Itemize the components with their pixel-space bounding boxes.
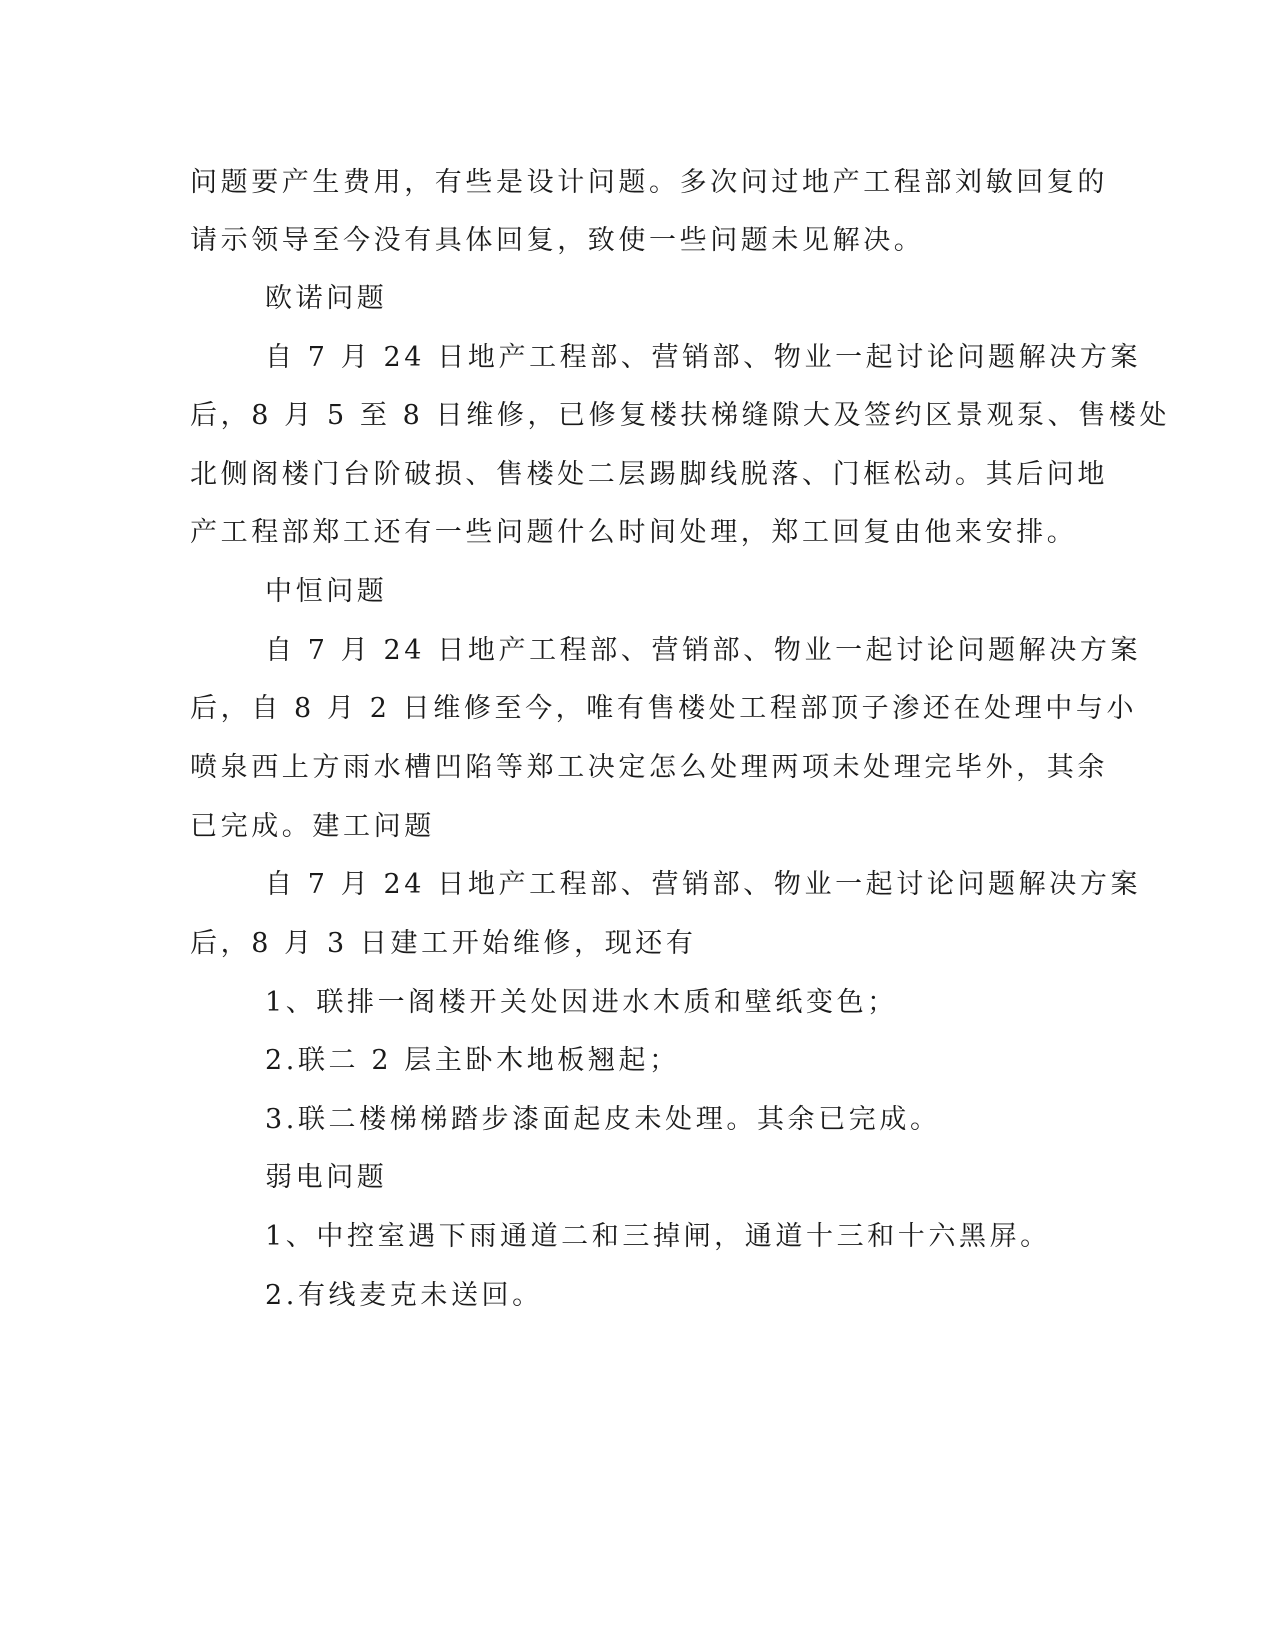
paragraph-line: 喷泉西上方雨水槽凹陷等郑工决定怎么处理两项未处理完毕外，其余 bbox=[190, 752, 1108, 783]
list-item: 1、中控室遇下雨通道二和三掉闸，通道十三和十六黑屏。 bbox=[265, 1221, 1051, 1252]
list-item: 1、联排一阁楼开关处因进水木质和壁纸变色； bbox=[265, 987, 898, 1018]
list-item: 2.联二 2 层主卧木地板翘起； bbox=[265, 1045, 680, 1076]
paragraph-line: 问题要产生费用，有些是设计问题。多次问过地产工程部刘敏回复的 bbox=[190, 167, 1108, 198]
paragraph-line: 自 7 月 24 日地产工程部、营销部、物业一起讨论问题解决方案 bbox=[265, 342, 1142, 373]
section-heading: 中恒问题 bbox=[265, 576, 388, 607]
paragraph-line: 后，8 月 3 日建工开始维修，现还有 bbox=[190, 928, 697, 959]
list-item: 2.有线麦克未送回。 bbox=[265, 1280, 543, 1311]
paragraph-line: 请示领导至今没有具体回复，致使一些问题未见解决。 bbox=[190, 225, 925, 256]
paragraph-line: 后，8 月 5 至 8 日维修，已修复楼扶梯缝隙大及签约区景观泵、售楼处 bbox=[190, 400, 1171, 431]
paragraph-line: 北侧阁楼门台阶破损、售楼处二层踢脚线脱落、门框松动。其后问地 bbox=[190, 459, 1108, 490]
paragraph-line: 已完成。建工问题 bbox=[190, 811, 435, 842]
paragraph-line: 产工程部郑工还有一些问题什么时间处理，郑工回复由他来安排。 bbox=[190, 517, 1078, 548]
paragraph-line: 后，自 8 月 2 日维修至今，唯有售楼处工程部顶子渗还在处理中与小 bbox=[190, 693, 1138, 724]
paragraph-line: 自 7 月 24 日地产工程部、营销部、物业一起讨论问题解决方案 bbox=[265, 635, 1142, 666]
section-heading: 欧诺问题 bbox=[265, 283, 388, 314]
list-item: 3.联二楼梯梯踏步漆面起皮未处理。其余已完成。 bbox=[265, 1104, 941, 1135]
paragraph-line: 自 7 月 24 日地产工程部、营销部、物业一起讨论问题解决方案 bbox=[265, 869, 1142, 900]
section-heading: 弱电问题 bbox=[265, 1162, 388, 1193]
